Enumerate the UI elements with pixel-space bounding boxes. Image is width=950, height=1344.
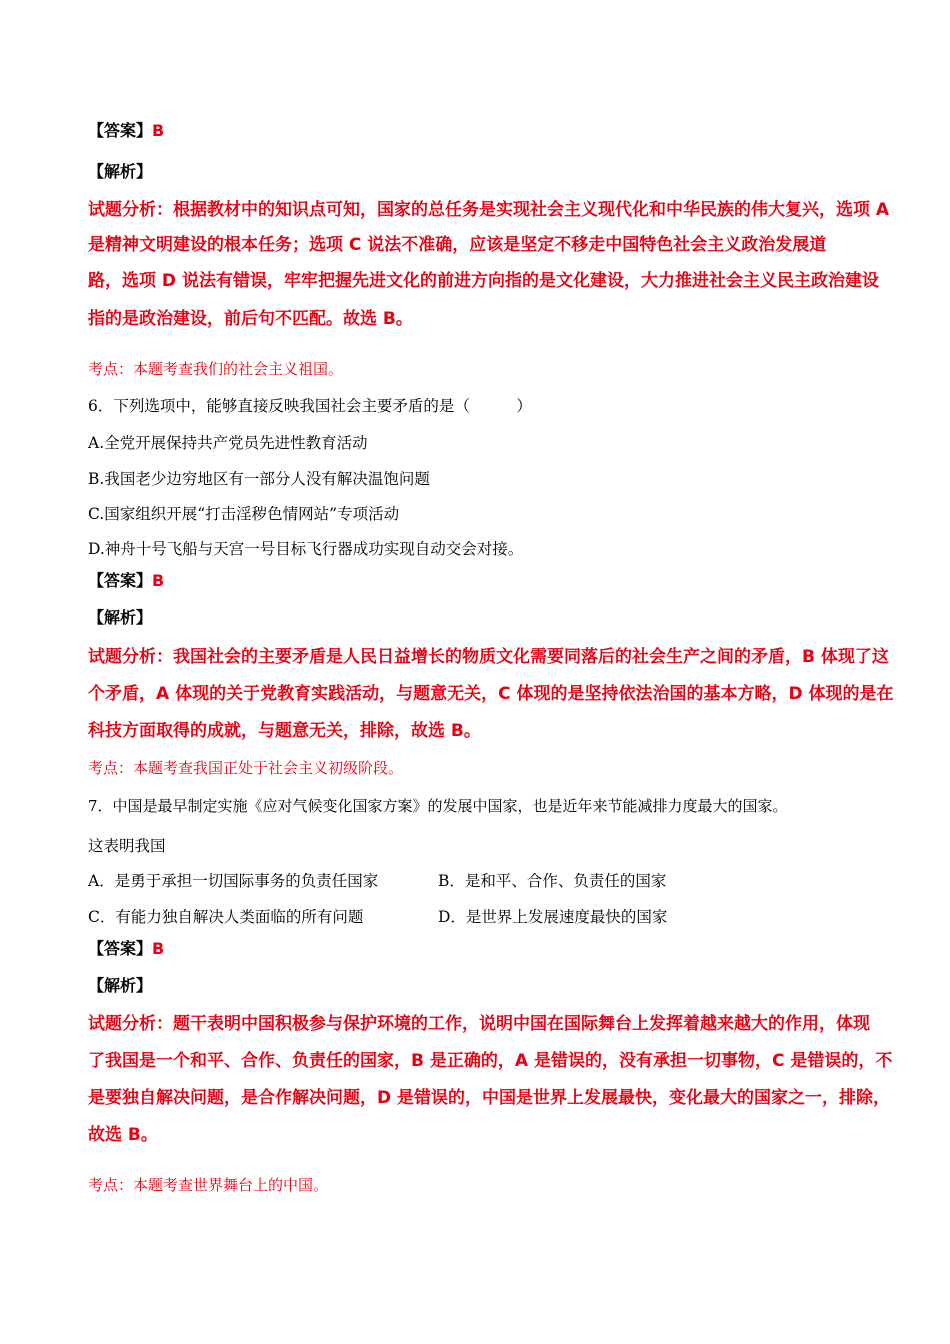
option-c: C．有能力独自解决人类面临的所有问题: [88, 908, 364, 926]
option-d: D．是世界上发展速度最快的国家: [438, 908, 668, 926]
answer-block-7: [88, 937, 164, 961]
kaodian: 考点：本题考查我国正处于社会主义初级阶段。: [88, 759, 404, 777]
answer-value: B: [152, 121, 165, 140]
answer-block-1: [88, 119, 164, 143]
option-d: D.神舟十号飞船与天宫一号目标飞行器成功实现自动交会对接。: [88, 540, 524, 558]
kaodian: 考点：本题考查我们的社会主义祖国。: [88, 360, 344, 378]
answer-block-6: [88, 569, 164, 593]
answer-label: 【答案】: [88, 939, 153, 958]
analysis-label: 【解析】: [88, 162, 153, 181]
answer-label: 【答案】: [88, 121, 153, 140]
option-a: A.全党开展保持共产党员先进性教育活动: [88, 434, 368, 452]
analysis-line: 科技方面取得的成就，与题意无关，排除，故选 B。: [88, 721, 481, 741]
analysis-line: 试题分析：题干表明中国积极参与保护环境的工作，说明中国在国际舞台上发挥着越来越大的作用，体现: [88, 1014, 870, 1034]
analysis-line: 指的是政治建设，前后句不匹配。故选 B。: [88, 309, 413, 329]
analysis-line: 了我国是一个和平、合作、负责任的国家，B 是正确的，A 是错误的，没有承担一切事物，C 是错误的，不: [88, 1051, 893, 1071]
answer-value: B: [152, 939, 165, 958]
analysis-line: 个矛盾，A 体现的关于党教育实践活动，与题意无关，C 体现的是坚持依法治国的基本方略，D 体现的是在: [88, 684, 894, 704]
option-a: A．是勇于承担一切国际事务的负责任国家: [88, 872, 379, 890]
option-c: C.国家组织开展“打击淫秽色情网站”专项活动: [88, 505, 400, 523]
analysis-label: 【解析】: [88, 976, 153, 995]
option-b: B．是和平、合作、负责任的国家: [438, 872, 667, 890]
analysis-line: 是精神文明建设的根本任务；选项 C 说法不准确，应该是坚定不移走中国特色社会主义政治发展道: [88, 235, 827, 255]
kaodian: 考点：本题考查世界舞台上的中国。: [88, 1176, 329, 1194]
analysis-line: 试题分析：我国社会的主要矛盾是人民日益增长的物质文化需要同落后的社会生产之间的矛盾，B 体现了这: [88, 647, 889, 667]
answer-value: B: [152, 571, 165, 590]
analysis-line: 试题分析：根据教材中的知识点可知，国家的总任务是实现社会主义现代化和中华民族的伟大复兴，选项 A: [88, 200, 890, 220]
analysis-line: 故选 B。: [88, 1125, 158, 1145]
option-b: B.我国老少边穷地区有一部分人没有解决温饱问题: [88, 470, 430, 488]
question-stem-cont: 这表明我国: [88, 837, 166, 855]
question-stem: 7．中国是最早制定实施《应对气候变化国家方案》的发展中国家，也是近年来节能减排力度最大的国家。: [88, 797, 788, 815]
analysis-label: 【解析】: [88, 608, 153, 627]
answer-label: 【答案】: [88, 571, 153, 590]
analysis-line: 是要独自解决问题，是合作解决问题，D 是错误的，中国是世界上发展最快，变化最大的国家之一，排除，: [88, 1088, 891, 1108]
analysis-line: 路，选项 D 说法有错误，牢牢把握先进文化的前进方向指的是文化建设，大力推进社会主义民主政治建设: [88, 271, 879, 291]
question-stem: 6．下列选项中，能够直接反映我国社会主要矛盾的是（ ）: [88, 397, 532, 415]
